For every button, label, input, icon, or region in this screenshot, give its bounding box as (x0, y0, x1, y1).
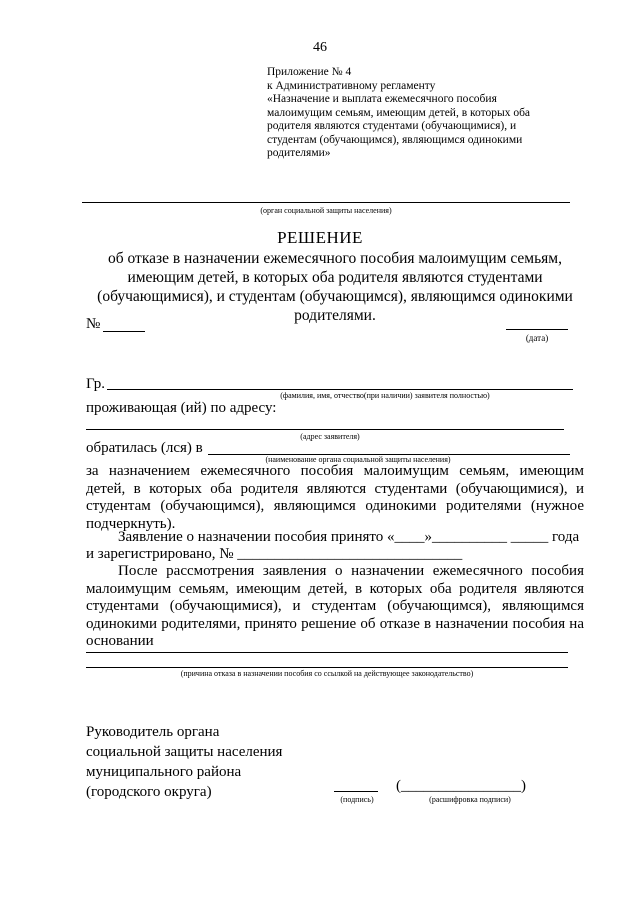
citizen-caption: (фамилия, имя, отчество(при наличии) заявителя полностью) (280, 391, 490, 400)
applied-label: обратилась (лся) в (86, 440, 203, 456)
sign-line (334, 791, 378, 792)
accepted-line-1: Заявление о назначении пособия принято «____»__________ _____ года (118, 529, 580, 545)
appendix-line: малоимущим семьям, имеющим детей, в которых оба (267, 106, 531, 119)
address-caption: (адрес заявителя) (300, 432, 360, 441)
appendix-line: к Административному регламенту (267, 79, 436, 92)
decode-caption: (расшифровка подписи) (429, 795, 511, 804)
signature-line: Руководитель органа (86, 724, 220, 740)
accepted-line-2: и зарегистрировано, № ______________________________ (86, 546, 463, 562)
purpose-paragraph: за назначением ежемесячного пособия малоимущим семьям, имеющим детей, в которых оба родителя являются студентами (обучающимися), и студентам (обучающимся), являющимся одинокими родителями (нужное подчеркнуть). (86, 463, 584, 532)
signature-block (86, 722, 282, 802)
date-caption: (дата) (525, 333, 549, 343)
organ-caption: (орган социальной защиты населения) (260, 206, 392, 215)
page-number: 46 (313, 40, 327, 55)
reason-line-1 (86, 652, 568, 653)
signature-line: (городского округа) (86, 784, 212, 800)
signature-line: муниципального района (86, 764, 242, 780)
appendix-line: родителями» (267, 147, 331, 159)
address-line (86, 429, 564, 430)
appendix-line: Приложение № 4 (267, 66, 352, 78)
citizen-line (107, 389, 573, 390)
applied-caption: (наименование органа социальной защиты населения) (265, 455, 451, 464)
organ-line (82, 202, 570, 203)
reason-line-2 (86, 667, 568, 668)
citizen-label: Гр. (86, 376, 105, 392)
reason-caption: (причина отказа в назначении пособия со ссылкой на действующее законодательство) (180, 669, 474, 678)
decision-title: РЕШЕНИЕ (277, 228, 363, 247)
signature-line: социальной защиты населения (86, 744, 283, 760)
sign-caption: (подпись) (340, 795, 374, 804)
address-label: проживающая (ий) по адресу: (86, 400, 277, 416)
decode-bracket: (________________) (396, 778, 526, 794)
appendix-line: родителя являются студентами (обучающимися), и (267, 120, 517, 132)
decision-subtitle: об отказе в назначении ежемесячного пособия малоимущим семьям, имеющим детей, в которых оба родителя являются студентами (обучающимися), и студентам (обучающимся), являющимся одинокими родителями. (97, 250, 573, 324)
number-label: № (86, 316, 101, 332)
appendix-line: студентам (обучающимся), являющимся одинокими (267, 133, 523, 146)
appendix-block (267, 66, 530, 161)
review-paragraph: После рассмотрения заявления о назначении ежемесячного пособия малоимущим семьям, имеющим детей, в которых оба родителя являются студентами (обучающимися), и студентам (обучающимся), являющимся одинокими родителями, принято решение об отказе в назначении пособия на основании (86, 563, 584, 650)
number-line (103, 331, 145, 332)
appendix-line: «Назначение и выплата ежемесячного пособия (267, 93, 497, 105)
date-line (506, 329, 568, 330)
